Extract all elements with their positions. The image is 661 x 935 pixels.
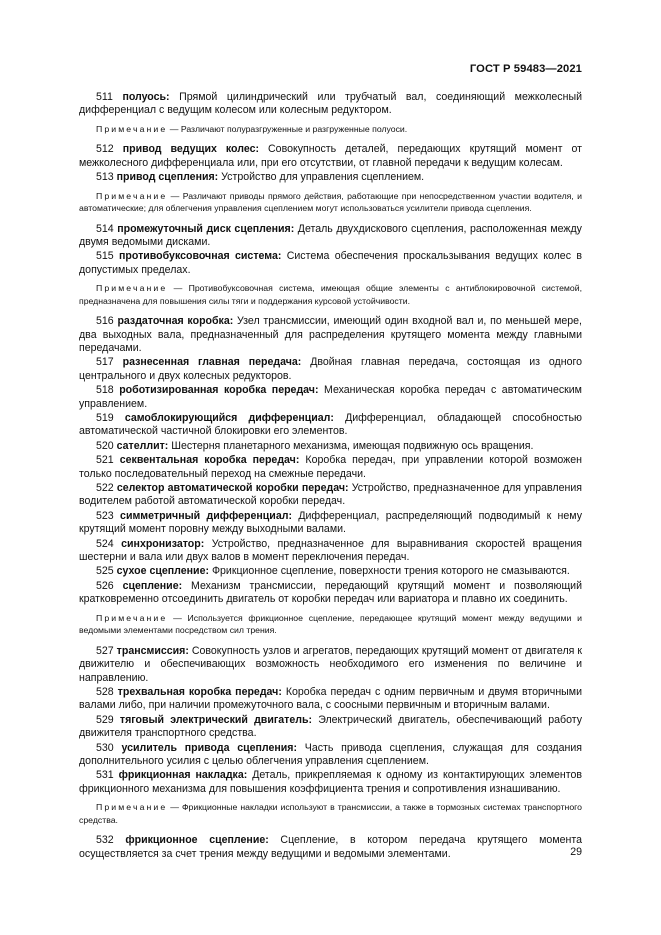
term-entry-529 [79, 714, 582, 741]
term-name: привод ведущих колес: [122, 143, 260, 156]
note-label: Примечание [96, 123, 168, 134]
term-name: секвентальная коробка передач: [119, 454, 300, 467]
term-name: сухое сцепление: [116, 565, 209, 578]
term-name: фрикционное сцепление: [125, 834, 269, 847]
term-entry-520 [79, 440, 582, 453]
term-definition: Коробка передач с одним первичным и двумя вторичными валами либо, при наличии промежуточного вала, с соосными первичным и вторичным валами. [79, 685, 582, 712]
term-name: тяговый электрический двигатель: [119, 713, 312, 726]
term-definition: Сцепление, в котором передача крутящего момента осуществляется за счет трения между ведущими и ведомыми элементами. [79, 834, 582, 860]
term-entry-522 [79, 482, 582, 509]
term-number: 527 [96, 644, 114, 657]
term-definition: Совокупность узлов и агрегатов, передающих крутящий момент от двигателя к движителю и обеспечивающих возможность необходимого его изменения по величине и направлению. [79, 644, 582, 684]
term-number: 514 [96, 222, 114, 235]
standard-code-header: ГОСТ Р 59483—2021 [469, 63, 582, 75]
term-name: селектор автоматической коробки передач: [116, 482, 349, 495]
note [79, 190, 582, 215]
term-number: 515 [96, 250, 114, 263]
term-entry-512 [79, 143, 582, 170]
term-definition: Устройство для управления сцеплением. [221, 171, 425, 184]
term-name: синхронизатор: [121, 537, 205, 550]
term-definition: Механическая коробка передач с автоматическим управлением. [79, 384, 582, 410]
term-name: промежуточный диск сцепления: [117, 222, 295, 235]
note-text: — Противобуксовочная система, имеющая общие элементы с антиблокировочной системой, предназначена для повышения силы тяги и поддержания курсовой устойчивости. [79, 283, 582, 306]
glossary-content [79, 91, 582, 862]
term-entry-519 [79, 412, 582, 439]
term-entry-517 [79, 356, 582, 383]
term-entry-527 [79, 645, 582, 685]
term-entry-532 [79, 834, 582, 861]
term-number: 528 [96, 685, 114, 698]
page-number: 29 [570, 846, 582, 858]
term-number: 518 [96, 384, 114, 397]
term-name: усилитель привода сцепления: [121, 741, 298, 754]
note-text: — Различают приводы прямого действия, работающие при непосредственном участии водителя, и автоматические; для облегчения управления сцеплением могут использоваться усилители привода сцепления. [79, 190, 582, 214]
term-name: сателлит: [116, 439, 169, 452]
note-text: — Фрикционные накладки используют в трансмиссии, а также в тормозных системах транспортного средства. [79, 802, 582, 825]
term-definition: Прямой цилиндрический или трубчатый вал, соединяющий межколесный дифференциал с ведущим колесом или колесным редуктором. [79, 91, 582, 117]
term-number: 530 [96, 741, 114, 754]
term-entry-511 [79, 91, 582, 118]
note-label: Примечание [96, 612, 168, 623]
note-label: Примечание [96, 190, 168, 201]
term-definition: Деталь, прикрепляемая к одному из контактирующих элементов фрикционного механизма для повышения коэффициента трения и сопротивления изнашиванию. [79, 769, 582, 795]
term-number: 516 [96, 315, 114, 328]
term-entry-515 [79, 250, 582, 277]
term-entry-518 [79, 384, 582, 411]
term-entry-523 [79, 510, 582, 537]
term-number: 521 [96, 454, 114, 467]
term-name: трансмиссия: [116, 644, 189, 657]
term-name: разнесенная главная передача: [122, 356, 302, 369]
term-name: раздаточная коробка: [117, 315, 234, 328]
term-definition: Система обеспечения проскальзывания ведущих колес в допустимых пределах. [79, 250, 582, 276]
note-text: — Различают полуразгруженные и разгруженные полуоси. [169, 123, 408, 134]
term-definition: Механизм трансмиссии, передающий крутящий момент и позволяющий кратковременно отсоединить двигатель от коробки передач или вариатора и плавно их соединить. [79, 579, 582, 606]
term-name: трехвальная коробка передач: [117, 685, 282, 698]
term-definition: Шестерня планетарного механизма, имеющая подвижную ось вращения. [171, 439, 534, 452]
term-name: противобуксовочная система: [119, 250, 282, 263]
term-name: полуось: [122, 91, 170, 103]
term-entry-530 [79, 742, 582, 769]
term-number: 532 [96, 834, 114, 847]
note [79, 801, 582, 826]
note-label: Примечание [96, 283, 168, 294]
note [79, 612, 582, 637]
term-number: 526 [96, 579, 114, 592]
term-definition: Дифференциал, распределяющий подводимый к нему крутящий момент поровну между выходными валами. [79, 509, 582, 536]
term-number: 523 [96, 509, 114, 522]
term-definition: Устройство, предназначенное для выравнивания скоростей вращения шестерни и вала или двух валов в момент переключения передач. [79, 537, 582, 564]
term-definition: Фрикционное сцепление, поверхности трения которого не смазываются. [211, 565, 570, 578]
note-text: — Используется фрикционное сцепление, передающее крутящий момент между ведущими и ведомыми элементами посредством сил трения. [79, 612, 582, 636]
term-name: роботизированная коробка передач: [119, 384, 319, 397]
term-number: 519 [96, 412, 114, 424]
term-entry-516 [79, 315, 582, 355]
term-name: симметричный дифференциал: [120, 509, 292, 522]
term-number: 525 [96, 565, 114, 578]
note-label: Примечание [96, 802, 168, 813]
term-number: 522 [96, 482, 114, 495]
term-number: 529 [96, 713, 114, 726]
note [79, 123, 582, 136]
term-definition: Узел трансмиссии, имеющий один входной вал и, по меньшей мере, два выходных вала, предназначенный для распределения крутящего момента между главными передачами. [79, 315, 582, 354]
term-entry-524 [79, 538, 582, 565]
term-number: 520 [96, 439, 114, 452]
term-entry-528 [79, 686, 582, 713]
term-entry-514 [79, 223, 582, 250]
term-number: 512 [96, 143, 114, 156]
note [79, 282, 582, 307]
term-name: фрикционная накладка: [118, 769, 248, 782]
term-definition: Электрический двигатель, обеспечивающий работу движителя транспортного средства. [79, 713, 583, 740]
term-definition: Коробка передач, при управлении которой возможен только последовательный переход на смежные передачи. [79, 454, 583, 480]
term-definition: Устройство, предназначенное для управления водителем работой автоматической коробки передач. [79, 482, 582, 508]
term-name: привод сцепления: [116, 171, 219, 184]
term-number: 517 [96, 356, 114, 369]
term-definition: Двойная главная передача, состоящая из одного центрального и двух колесных редукторов. [79, 356, 583, 382]
term-entry-521 [79, 454, 582, 481]
term-entry-531 [79, 769, 582, 796]
term-number: 531 [96, 769, 114, 782]
term-definition: Часть привода сцепления, служащая для создания дополнительного усилия с целью облегчения управления сцеплением. [79, 741, 582, 767]
term-definition: Совокупность деталей, передающих крутящий момент от межколесного дифференциала или, при его отсутствии, от главной передачи к ведущим колесам. [79, 143, 583, 169]
term-number: 524 [96, 537, 114, 550]
term-definition: Дифференциал, обладающей способностью автоматической частичной блокировки его элементов. [79, 412, 582, 438]
term-name: сцепление: [122, 579, 183, 592]
term-number: 513 [96, 171, 114, 184]
term-definition: Деталь двухдискового сцепления, расположенная между двумя ведомыми дисками. [79, 222, 582, 248]
term-entry-525 [79, 565, 582, 578]
term-entry-526 [79, 580, 582, 607]
term-name: самоблокирующийся дифференциал: [124, 412, 334, 424]
term-number: 511 [96, 91, 113, 103]
term-entry-513 [79, 171, 582, 184]
